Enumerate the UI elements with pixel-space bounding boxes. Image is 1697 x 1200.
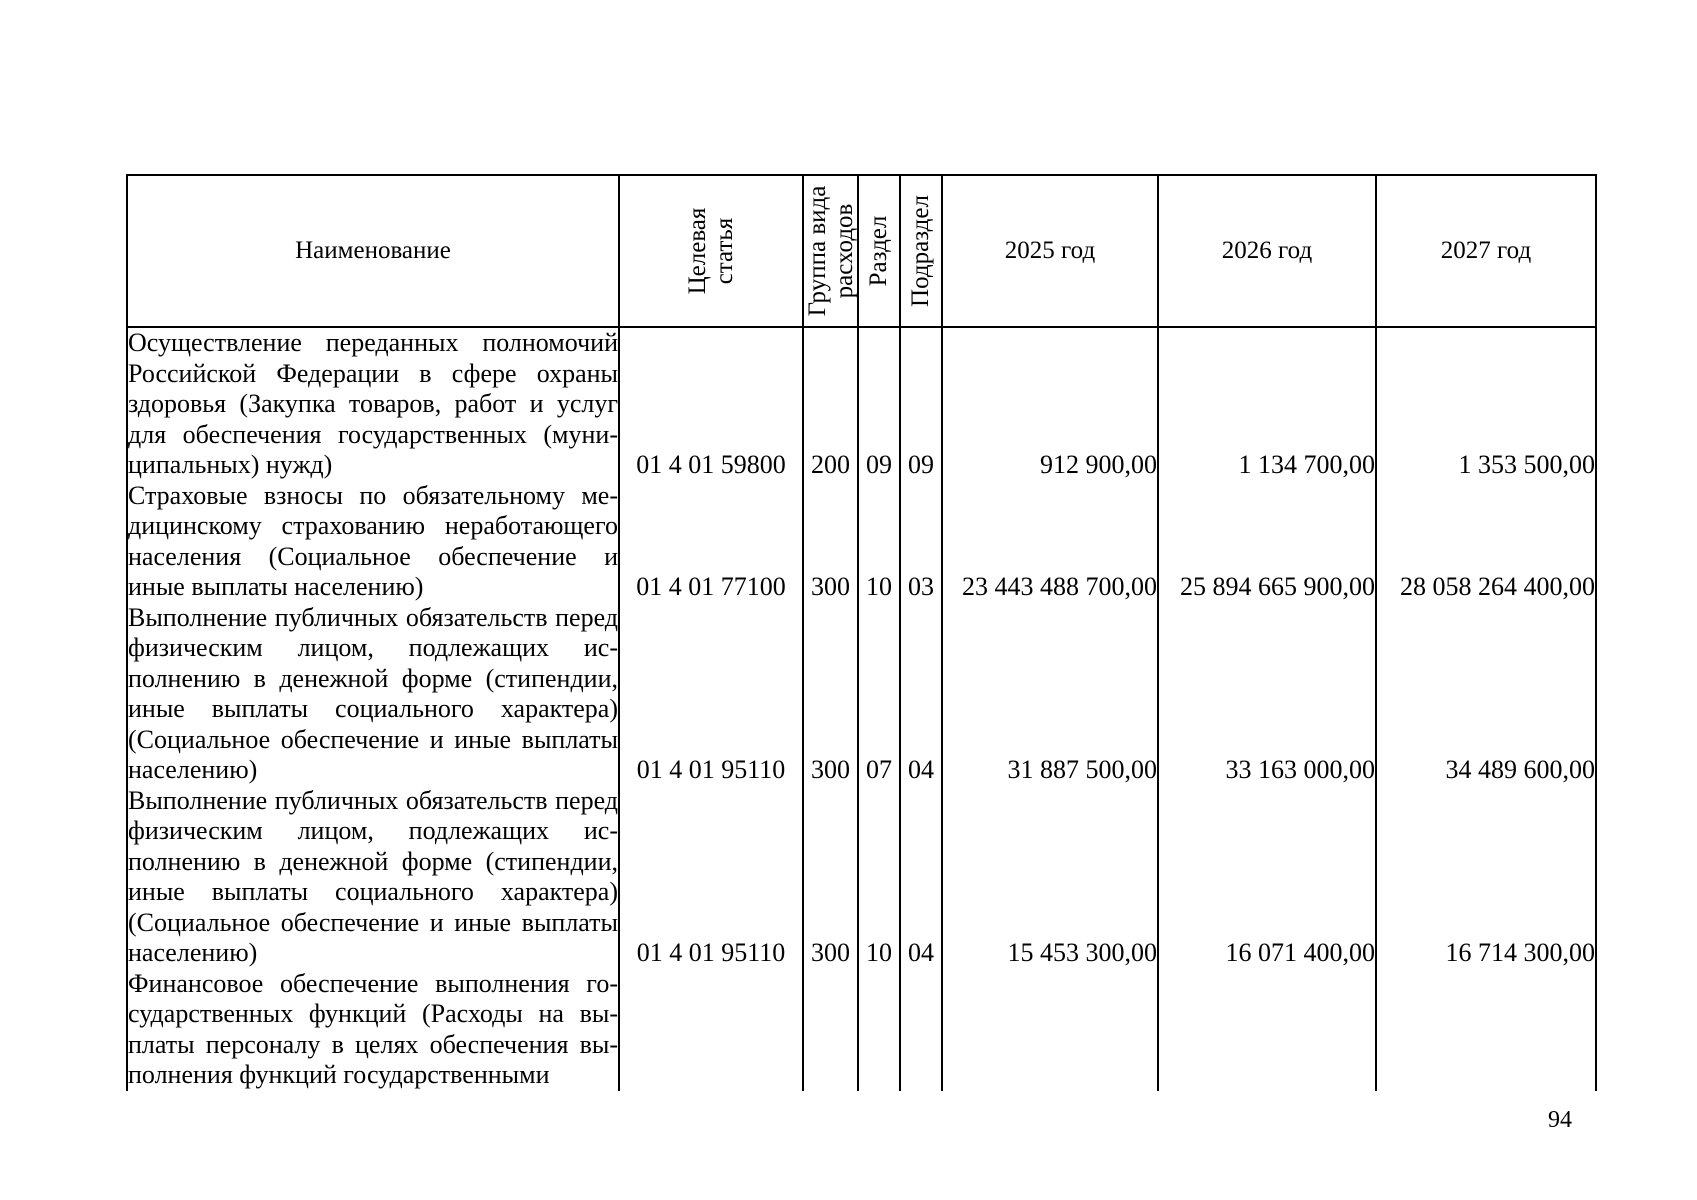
row-subsection: 09 [900,327,942,481]
row-section: 07 [858,603,900,786]
table-row [127,969,1596,1091]
row-name: Финансовое обеспечение выполнения государственных функций (Расходы на выплаты персоналу в целях обеспечения выполнения функций государственными [128,968,618,1089]
header-subsection: Подраздел [900,175,942,327]
header-expense-group: Группа вида расходов [803,175,858,327]
header-name: Наименование [127,175,619,327]
row-amount-2027: 1 353 500,00 [1376,327,1596,481]
row-subsection: 04 [900,786,942,969]
row-amount-2025: 15 453 300,00 [942,786,1158,969]
table-row [127,603,1596,786]
row-name: Выполнение публичных обязательств перед физическим лицом, подлежащих исполнению в денежной форме (стипендии, иные выплаты социального характера) (Социальное обеспечение и иные выплаты населению) [128,785,618,967]
row-subsection: 03 [900,481,942,603]
table-body [127,327,1596,1091]
row-name: Страховые взносы по обязательному медицинскому страхованию неработающего населения (Социальное обеспечение и иные выплаты населению) [128,480,618,601]
row-section: 10 [858,786,900,969]
row-name: Выполнение публичных обязательств перед физическим лицом, подлежащих исполнению в денежной форме (стипендии, иные выплаты социального характера) (Социальное обеспечение и иные выплаты населению) [128,602,618,784]
row-section [858,969,900,1091]
row-amount-2026: 25 894 665 900,00 [1158,481,1376,603]
row-amount-2027: 28 058 264 400,00 [1376,481,1596,603]
header-year-2026: 2026 год [1158,175,1376,327]
row-amount-2027: 34 489 600,00 [1376,603,1596,786]
row-amount-2026: 1 134 700,00 [1158,327,1376,481]
row-expense-group: 300 [803,786,858,969]
row-expense-group: 300 [803,481,858,603]
header-year-2027: 2027 год [1376,175,1596,327]
row-amount-2025: 912 900,00 [942,327,1158,481]
header-target-article: Целевая статья [619,175,803,327]
row-amount-2026: 33 163 000,00 [1158,603,1376,786]
row-target-article: 01 4 01 77100 [619,481,803,603]
row-amount-2026: 16 071 400,00 [1158,786,1376,969]
table-header [127,175,1596,327]
row-amount-2025: 31 887 500,00 [942,603,1158,786]
table-row [127,481,1596,603]
row-amount-2027: 16 714 300,00 [1376,786,1596,969]
row-amount-2026 [1158,969,1376,1091]
row-amount-2027 [1376,969,1596,1091]
header-year-2025: 2025 год [942,175,1158,327]
row-target-article: 01 4 01 95110 [619,786,803,969]
row-target-article [619,969,803,1091]
row-target-article: 01 4 01 59800 [619,327,803,481]
row-name: Осуществление переданных полномочий Российской Федерации в сфере охраны здоровья (Закупка товаров, работ и услуг для обеспечения государственных (муниципальных) нужд) [128,328,618,479]
row-subsection: 04 [900,603,942,786]
table-row [127,786,1596,969]
row-expense-group [803,969,858,1091]
budget-table [126,174,1597,1091]
row-section: 09 [858,327,900,481]
row-amount-2025 [942,969,1158,1091]
row-expense-group: 300 [803,603,858,786]
header-section: Раздел [858,175,900,327]
row-section: 10 [858,481,900,603]
table-row [127,327,1596,481]
row-amount-2025: 23 443 488 700,00 [942,481,1158,603]
row-target-article: 01 4 01 95110 [619,603,803,786]
row-subsection [900,969,942,1091]
page-number: 94 [1548,1107,1572,1133]
row-expense-group: 200 [803,327,858,481]
